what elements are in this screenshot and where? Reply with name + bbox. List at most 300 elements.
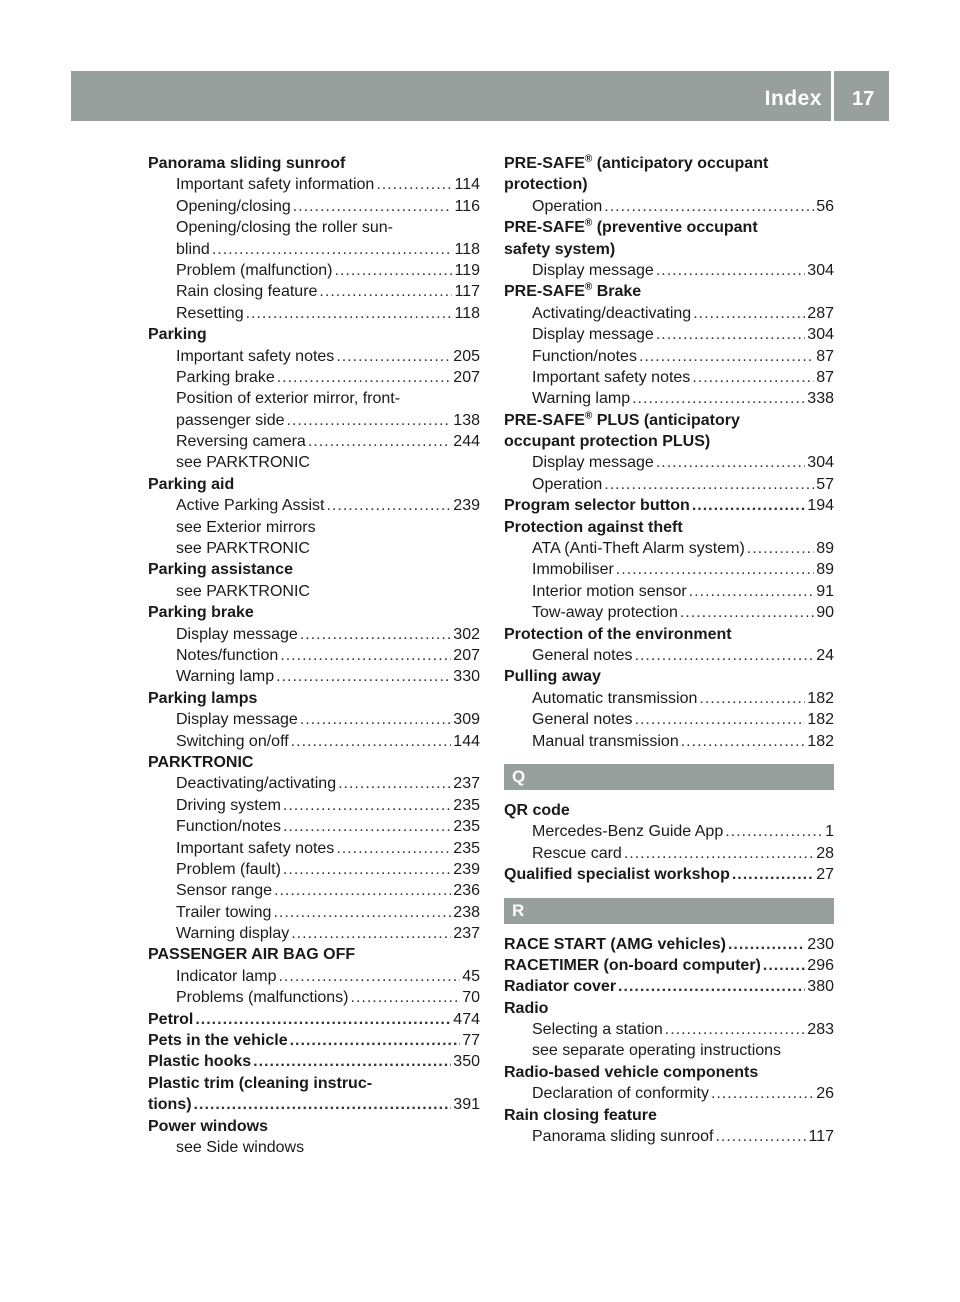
index-subentry bbox=[148, 966, 480, 987]
index-entry bbox=[504, 955, 834, 976]
dot-leader bbox=[604, 196, 814, 217]
dot-leader bbox=[680, 602, 814, 623]
dot-leader bbox=[280, 645, 451, 666]
entry-text: Radiator cover bbox=[504, 978, 617, 996]
index-subentry bbox=[504, 367, 834, 388]
index-subentry bbox=[148, 239, 480, 260]
index-subentry bbox=[148, 431, 480, 452]
dot-leader bbox=[276, 666, 451, 687]
index-subentry bbox=[504, 1040, 834, 1061]
index-subentry bbox=[148, 795, 480, 816]
page-reference: 237 bbox=[453, 775, 480, 793]
index-entry bbox=[148, 1094, 480, 1115]
index-subentry bbox=[504, 1083, 834, 1104]
index-subentry bbox=[148, 709, 480, 730]
index-subentry bbox=[148, 452, 480, 473]
entry-text: Automatic transmission bbox=[532, 689, 698, 707]
dot-leader bbox=[639, 346, 814, 367]
header-separator bbox=[831, 71, 834, 121]
entry-text: Radio-based vehicle components bbox=[504, 1063, 759, 1081]
index-subentry bbox=[504, 346, 834, 367]
dot-leader bbox=[656, 260, 805, 281]
page-reference: 350 bbox=[453, 1053, 480, 1071]
entry-text: Petrol bbox=[148, 1010, 194, 1028]
entry-text: protection) bbox=[504, 176, 588, 194]
section-header: Q bbox=[504, 764, 834, 790]
dot-leader bbox=[279, 966, 461, 987]
dot-leader bbox=[194, 1094, 452, 1115]
entry-text: Selecting a station bbox=[532, 1021, 663, 1039]
index-subentry bbox=[148, 196, 480, 217]
index-subentry bbox=[148, 517, 480, 538]
index-entry bbox=[148, 688, 480, 709]
index-subentry bbox=[504, 688, 834, 709]
dot-leader bbox=[273, 902, 451, 923]
entry-text: General notes bbox=[532, 711, 633, 729]
entry-text: PRE-SAFE® (preventive occupant bbox=[504, 217, 758, 237]
index-subentry bbox=[148, 645, 480, 666]
page-reference: 182 bbox=[807, 711, 834, 729]
entry-text: Important safety notes bbox=[176, 347, 335, 365]
index-subentry bbox=[504, 602, 834, 623]
index-subentry bbox=[148, 773, 480, 794]
entry-text: Problems (malfunctions) bbox=[176, 989, 349, 1007]
entry-text: Driving system bbox=[176, 796, 281, 814]
entry-text: see separate operating instructions bbox=[532, 1042, 782, 1060]
entry-text: Warning lamp bbox=[176, 668, 275, 686]
entry-text: Qualified specialist workshop bbox=[504, 866, 730, 884]
entry-text: Program selector button bbox=[504, 497, 690, 515]
entry-text: see PARKTRONIC bbox=[176, 540, 310, 558]
page-reference: 116 bbox=[454, 197, 480, 215]
index-subentry bbox=[148, 281, 480, 302]
entry-text: ATA (Anti-Theft Alarm system) bbox=[532, 540, 745, 558]
dot-leader bbox=[616, 559, 814, 580]
index-subentry bbox=[148, 902, 480, 923]
index-entry bbox=[504, 281, 834, 302]
dot-leader bbox=[283, 816, 451, 837]
index-entry bbox=[148, 1116, 480, 1137]
dot-leader bbox=[300, 624, 451, 645]
dot-leader bbox=[635, 709, 806, 730]
page-reference: 119 bbox=[454, 261, 480, 279]
index-entry bbox=[148, 752, 480, 773]
index-entry bbox=[148, 559, 480, 580]
page-reference: 237 bbox=[453, 925, 480, 943]
entry-text: Pets in the vehicle bbox=[148, 1032, 288, 1050]
entry-text: Trailer towing bbox=[176, 903, 272, 921]
page-reference: 236 bbox=[453, 882, 480, 900]
index-entry bbox=[148, 153, 480, 174]
entry-text: Display message bbox=[532, 326, 654, 344]
entry-text: Indicator lamp bbox=[176, 967, 277, 985]
entry-text: Rescue card bbox=[532, 844, 622, 862]
index-subentry bbox=[504, 474, 834, 495]
page-reference: 182 bbox=[807, 689, 834, 707]
entry-text: Rain closing feature bbox=[176, 283, 318, 301]
index-entry bbox=[148, 324, 480, 345]
registered-mark: ® bbox=[584, 217, 593, 229]
entry-text: Position of exterior mirror, front- bbox=[176, 390, 401, 408]
index-entry bbox=[504, 239, 834, 260]
dot-leader bbox=[212, 239, 453, 260]
entry-text: General notes bbox=[532, 646, 633, 664]
index-subentry bbox=[148, 538, 480, 559]
entry-text: Display message bbox=[176, 711, 298, 729]
index-entry bbox=[504, 174, 834, 195]
section-header: R bbox=[504, 898, 834, 924]
index-subentry bbox=[148, 581, 480, 602]
entry-text: see PARKTRONIC bbox=[176, 582, 310, 600]
page-reference: 230 bbox=[807, 935, 834, 953]
entry-text: Display message bbox=[532, 261, 654, 279]
entry-text: blind bbox=[176, 240, 210, 258]
page-reference: 338 bbox=[807, 390, 834, 408]
dot-leader bbox=[699, 688, 805, 709]
page-reference: 239 bbox=[453, 497, 480, 515]
page-reference: 239 bbox=[453, 860, 480, 878]
entry-text: Reversing camera bbox=[176, 433, 306, 451]
entry-text: tions) bbox=[148, 1096, 192, 1114]
dot-leader bbox=[632, 388, 805, 409]
index-entry bbox=[148, 1009, 480, 1030]
dot-leader bbox=[681, 731, 806, 752]
dot-leader bbox=[293, 196, 453, 217]
dot-leader bbox=[351, 987, 461, 1008]
dot-leader bbox=[283, 859, 451, 880]
entry-text: Problem (fault) bbox=[176, 860, 281, 878]
index-entry bbox=[148, 1073, 480, 1094]
dot-leader bbox=[763, 955, 805, 976]
page-reference: 118 bbox=[454, 304, 480, 322]
entry-text: Interior motion sensor bbox=[532, 582, 687, 600]
registered-mark: ® bbox=[584, 153, 593, 165]
index-subentry bbox=[504, 559, 834, 580]
page-reference: 474 bbox=[453, 1010, 480, 1028]
entry-text: Problem (malfunction) bbox=[176, 261, 333, 279]
dot-leader bbox=[635, 645, 815, 666]
dot-leader bbox=[287, 410, 452, 431]
dot-leader bbox=[336, 346, 451, 367]
entry-text: Important safety information bbox=[176, 176, 375, 194]
entry-text: Mercedes-Benz Guide App bbox=[532, 823, 724, 841]
index-subentry bbox=[148, 731, 480, 752]
page-reference: 244 bbox=[453, 433, 480, 451]
dot-leader bbox=[732, 864, 814, 885]
entry-text: see Side windows bbox=[176, 1138, 305, 1156]
index-subentry bbox=[148, 816, 480, 837]
page-reference: 90 bbox=[816, 604, 834, 622]
page-title: Index bbox=[764, 87, 822, 110]
page-reference: 304 bbox=[807, 454, 834, 472]
dot-leader bbox=[747, 538, 814, 559]
index-entry bbox=[504, 495, 834, 516]
page-reference: 77 bbox=[462, 1032, 480, 1050]
index-subentry bbox=[148, 495, 480, 516]
dot-leader bbox=[692, 495, 805, 516]
index-subentry bbox=[148, 923, 480, 944]
index-subentry bbox=[148, 388, 480, 409]
dot-leader bbox=[338, 773, 451, 794]
index-subentry bbox=[504, 538, 834, 559]
index-column-right bbox=[504, 153, 834, 1147]
index-entry bbox=[504, 998, 834, 1019]
index-entry bbox=[148, 602, 480, 623]
dot-leader bbox=[604, 474, 814, 495]
entry-text: PARKTRONIC bbox=[148, 753, 254, 771]
entry-text: PRE-SAFE® (anticipatory occupant bbox=[504, 153, 769, 172]
entry-text: Protection against theft bbox=[504, 518, 683, 536]
index-entry bbox=[504, 431, 834, 452]
page-reference: 309 bbox=[453, 711, 480, 729]
index-entry bbox=[504, 1062, 834, 1083]
page-reference: 117 bbox=[808, 1128, 834, 1146]
entry-text: Active Parking Assist bbox=[176, 497, 325, 515]
page-reference: 26 bbox=[816, 1085, 834, 1103]
index-subentry bbox=[504, 821, 834, 842]
index-entry bbox=[504, 800, 834, 821]
index-subentry bbox=[148, 880, 480, 901]
dot-leader bbox=[376, 174, 452, 195]
page-reference: 194 bbox=[807, 497, 834, 515]
index-subentry bbox=[148, 987, 480, 1008]
entry-text: see Exterior mirrors bbox=[176, 518, 316, 536]
index-subentry bbox=[148, 303, 480, 324]
index-entry bbox=[148, 944, 480, 965]
dot-leader bbox=[300, 709, 451, 730]
page-reference: 144 bbox=[453, 732, 480, 750]
entry-text: Important safety notes bbox=[532, 368, 691, 386]
page-reference: 57 bbox=[816, 475, 834, 493]
entry-text: Resetting bbox=[176, 304, 244, 322]
page-reference: 304 bbox=[807, 261, 834, 279]
index-entry bbox=[504, 1105, 834, 1126]
dot-leader bbox=[253, 1051, 451, 1072]
registered-mark: ® bbox=[584, 410, 593, 422]
entry-text: Warning display bbox=[176, 925, 290, 943]
dot-leader bbox=[711, 1083, 814, 1104]
dot-leader bbox=[656, 324, 805, 345]
dot-leader bbox=[274, 880, 451, 901]
entry-text: Activating/deactivating bbox=[532, 304, 692, 322]
page-reference: 114 bbox=[454, 176, 480, 194]
index-entry bbox=[148, 474, 480, 495]
entry-text: RACETIMER (on-board computer) bbox=[504, 956, 761, 974]
dot-leader bbox=[327, 495, 452, 516]
page-reference: 45 bbox=[462, 967, 480, 985]
entry-text: Declaration of conformity bbox=[532, 1085, 709, 1103]
page-reference: 89 bbox=[816, 540, 834, 558]
entry-text: PRE-SAFE® Brake bbox=[504, 282, 642, 301]
page-reference: 28 bbox=[816, 844, 834, 862]
entry-text: safety system) bbox=[504, 240, 616, 258]
page-reference: 24 bbox=[816, 646, 834, 664]
page-reference: 302 bbox=[453, 625, 480, 643]
index-entry bbox=[148, 1051, 480, 1072]
entry-text: Function/notes bbox=[176, 818, 281, 836]
index-subentry bbox=[504, 731, 834, 752]
entry-text: Immobiliser bbox=[532, 561, 614, 579]
dot-leader bbox=[277, 367, 452, 388]
page-reference: 235 bbox=[453, 818, 480, 836]
index-subentry bbox=[148, 624, 480, 645]
dot-leader bbox=[618, 976, 805, 997]
entry-text: passenger side bbox=[176, 411, 285, 429]
index-entry bbox=[504, 624, 834, 645]
index-subentry bbox=[148, 346, 480, 367]
dot-leader bbox=[689, 581, 814, 602]
index-subentry bbox=[504, 581, 834, 602]
entry-text: Warning lamp bbox=[532, 390, 631, 408]
entry-text: Parking brake bbox=[148, 604, 254, 622]
page-reference: 117 bbox=[454, 283, 480, 301]
index-subentry bbox=[504, 324, 834, 345]
entry-text: PASSENGER AIR BAG OFF bbox=[148, 946, 356, 964]
dot-leader bbox=[291, 731, 452, 752]
entry-text: Sensor range bbox=[176, 882, 273, 900]
page-reference: 205 bbox=[453, 347, 480, 365]
index-entry bbox=[504, 864, 834, 885]
index-subentry bbox=[148, 838, 480, 859]
dot-leader bbox=[656, 452, 805, 473]
dot-leader bbox=[728, 934, 805, 955]
index-subentry bbox=[504, 645, 834, 666]
page-reference: 70 bbox=[462, 989, 480, 1007]
dot-leader bbox=[291, 923, 451, 944]
page-reference: 235 bbox=[453, 839, 480, 857]
index-entry bbox=[504, 934, 834, 955]
entry-text: Display message bbox=[532, 454, 654, 472]
index-subentry bbox=[504, 452, 834, 473]
index-entry bbox=[504, 410, 834, 431]
index-entry bbox=[148, 1030, 480, 1051]
page-reference: 207 bbox=[453, 368, 480, 386]
entry-text: Parking assistance bbox=[148, 561, 293, 579]
index-subentry bbox=[504, 303, 834, 324]
entry-text: PRE-SAFE® PLUS (anticipatory bbox=[504, 410, 740, 429]
entry-text: Plastic trim (cleaning instruc- bbox=[148, 1074, 373, 1092]
entry-text: Notes/function bbox=[176, 646, 279, 664]
dot-leader bbox=[283, 795, 451, 816]
page-reference: 91 bbox=[816, 582, 834, 600]
page-reference: 87 bbox=[816, 368, 834, 386]
entry-text: Plastic hooks bbox=[148, 1053, 252, 1071]
entry-text: Important safety notes bbox=[176, 839, 335, 857]
index-subentry bbox=[148, 666, 480, 687]
entry-text: Panorama sliding sunroof bbox=[532, 1128, 714, 1146]
index-entry bbox=[504, 666, 834, 687]
dot-leader bbox=[693, 303, 805, 324]
index-entry bbox=[504, 153, 834, 174]
index-subentry bbox=[504, 1126, 834, 1147]
page-reference: 304 bbox=[807, 326, 834, 344]
page-reference: 235 bbox=[453, 796, 480, 814]
index-subentry bbox=[148, 410, 480, 431]
dot-leader bbox=[715, 1126, 806, 1147]
registered-mark: ® bbox=[584, 282, 593, 294]
page-reference: 87 bbox=[816, 347, 834, 365]
page-reference: 1 bbox=[825, 823, 834, 841]
entry-text: Opening/closing bbox=[176, 197, 291, 215]
index-entry bbox=[504, 976, 834, 997]
page-reference: 296 bbox=[807, 956, 834, 974]
entry-text: Deactivating/activating bbox=[176, 775, 337, 793]
entry-text: Opening/closing the roller sun- bbox=[176, 219, 394, 237]
page-reference: 182 bbox=[807, 732, 834, 750]
entry-text: Panorama sliding sunroof bbox=[148, 155, 346, 172]
entry-text: QR code bbox=[504, 801, 570, 819]
index-subentry bbox=[148, 367, 480, 388]
entry-text: Function/notes bbox=[532, 347, 637, 365]
page-reference: 138 bbox=[453, 411, 480, 429]
index-subentry bbox=[148, 1137, 480, 1158]
entry-text: Rain closing feature bbox=[504, 1106, 657, 1124]
index-subentry bbox=[148, 217, 480, 238]
page-reference: 118 bbox=[454, 240, 480, 258]
dot-leader bbox=[692, 367, 814, 388]
entry-text: see PARKTRONIC bbox=[176, 454, 310, 472]
dot-leader bbox=[195, 1009, 451, 1030]
index-subentry bbox=[148, 260, 480, 281]
index-subentry bbox=[148, 859, 480, 880]
dot-leader bbox=[336, 838, 451, 859]
entry-text: Tow-away protection bbox=[532, 604, 678, 622]
entry-text: Operation bbox=[532, 197, 603, 215]
entry-text: RACE START (AMG vehicles) bbox=[504, 935, 726, 953]
page-reference: 238 bbox=[453, 903, 480, 921]
entry-text: Parking bbox=[148, 326, 207, 344]
page-reference: 207 bbox=[453, 646, 480, 664]
index-subentry bbox=[504, 388, 834, 409]
page-reference: 330 bbox=[453, 668, 480, 686]
dot-leader bbox=[624, 843, 814, 864]
entry-text: Operation bbox=[532, 475, 603, 493]
entry-text: Manual transmission bbox=[532, 732, 679, 750]
index-subentry bbox=[504, 196, 834, 217]
index-column-left bbox=[148, 153, 480, 1158]
page-reference: 89 bbox=[816, 561, 834, 579]
entry-text: Parking aid bbox=[148, 475, 235, 493]
dot-leader bbox=[725, 821, 823, 842]
entry-text: Parking lamps bbox=[148, 689, 258, 707]
dot-leader bbox=[290, 1030, 461, 1051]
page-reference: 380 bbox=[807, 978, 834, 996]
page-reference: 287 bbox=[807, 304, 834, 322]
page-reference: 391 bbox=[453, 1096, 480, 1114]
entry-text: Switching on/off bbox=[176, 732, 289, 750]
page-reference: 56 bbox=[816, 197, 834, 215]
index-subentry bbox=[504, 260, 834, 281]
dot-leader bbox=[335, 260, 453, 281]
dot-leader bbox=[308, 431, 451, 452]
page-reference: 283 bbox=[807, 1021, 834, 1039]
index-subentry bbox=[504, 709, 834, 730]
dot-leader bbox=[319, 281, 452, 302]
entry-text: Pulling away bbox=[504, 668, 601, 686]
dot-leader bbox=[665, 1019, 806, 1040]
page-reference: 27 bbox=[816, 866, 834, 884]
entry-text: Parking brake bbox=[176, 368, 275, 386]
dot-leader bbox=[246, 303, 453, 324]
index-entry bbox=[504, 217, 834, 238]
index-subentry bbox=[504, 843, 834, 864]
entry-text: occupant protection PLUS) bbox=[504, 433, 711, 451]
entry-text: Protection of the environment bbox=[504, 625, 732, 643]
page-number: 17 bbox=[852, 88, 875, 110]
entry-text: Display message bbox=[176, 625, 298, 643]
index-entry bbox=[504, 517, 834, 538]
index-subentry bbox=[504, 1019, 834, 1040]
